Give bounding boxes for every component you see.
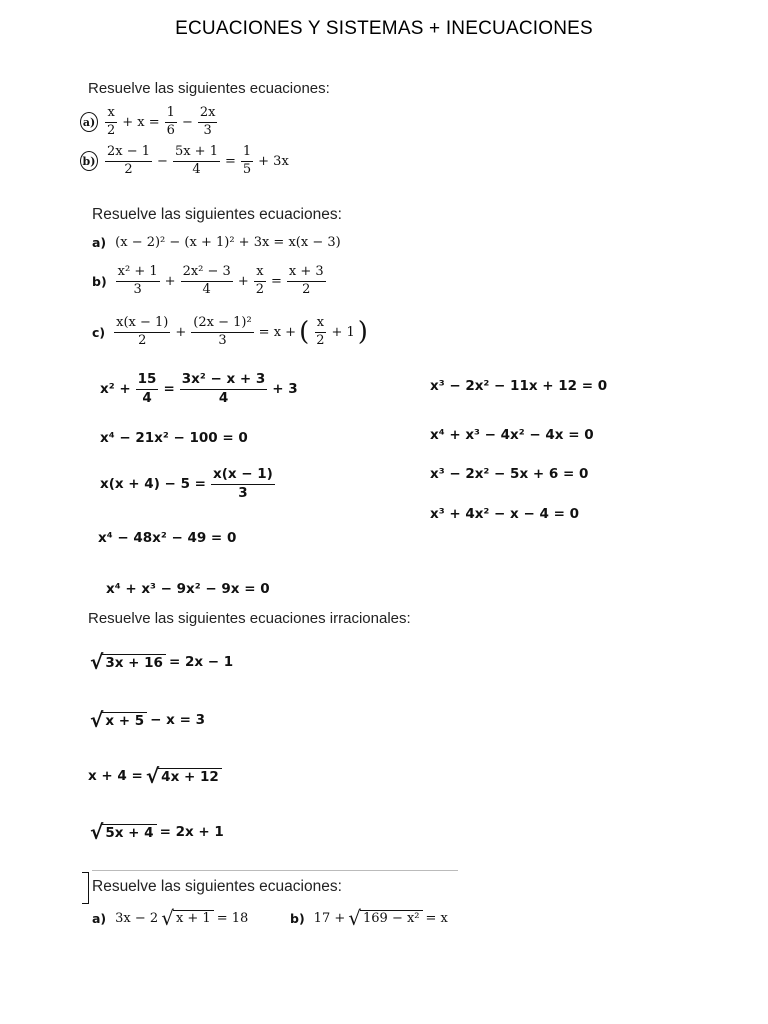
section5-heading: Resuelve las siguientes ecuaciones: bbox=[92, 878, 342, 895]
s2-equation-a: a) (x − 2)² − (x + 1)² + 3x = x(x − 3) bbox=[92, 235, 341, 250]
s2-equation-b: b) $\frac{\text{x² + 1}}{3}$ + $\frac{\text{2x² − 3}}{4}$ + $\frac{x}{2}$ = $\frac{x + 3}{2}$ bbox=[92, 264, 324, 297]
radical: √ x + 5 bbox=[90, 710, 147, 730]
s5-bracket bbox=[82, 872, 89, 904]
radical: √ x + 1 bbox=[161, 908, 214, 928]
s3-left-eq4: x⁴ − 48x² − 49 = 0 bbox=[98, 530, 237, 546]
section4-heading: Resuelve las siguientes ecuaciones irracionales: bbox=[88, 610, 411, 627]
s4-equation-4: √ 5x + 4 = 2x + 1 bbox=[90, 820, 224, 844]
s1-equation-a: a) $\frac{x}{2}$ + x = $\frac{1}{6}$ − $\frac{2x}{3}$ bbox=[80, 106, 219, 139]
s3-right-eq4: x³ + 4x² − x − 4 = 0 bbox=[430, 506, 579, 522]
s3-left-eq2: x⁴ − 21x² − 100 = 0 bbox=[100, 430, 248, 446]
radical: √ 3x + 16 bbox=[90, 652, 166, 672]
s1-label-a: a) bbox=[80, 112, 98, 132]
s5-divider bbox=[92, 870, 458, 871]
s3-left-eq1: x² + $\frac{15}{4}$ = $\frac{\text{3x² − x + 3}}{4}$ + 3 bbox=[100, 371, 298, 406]
s3-right-eq3: x³ − 2x² − 5x + 6 = 0 bbox=[430, 466, 589, 482]
s4-equation-2: √ x + 5 − x = 3 bbox=[90, 708, 205, 732]
s3-right-eq1: x³ − 2x² − 11x + 12 = 0 bbox=[430, 378, 608, 394]
s5-equation-b: b) 17 + √ 169 − x² = x bbox=[290, 906, 448, 930]
s3-left-eq5: x⁴ + x³ − 9x² − 9x = 0 bbox=[106, 581, 270, 597]
radical: √ 4x + 12 bbox=[146, 766, 222, 786]
radical: √ 5x + 4 bbox=[90, 822, 157, 842]
s2-equation-c: c) $\frac{x(x - 1)}{2}$ + $\frac{\text{(2x − 1)²}}{3}$ = x + ( $\frac{x}{2}$ + 1 ) bbox=[92, 315, 368, 348]
s3-left-eq3: x(x + 4) − 5 = $\frac{x(x - 1)}{3}$ bbox=[100, 466, 273, 501]
s4-equation-1: √ 3x + 16 = 2x − 1 bbox=[90, 650, 234, 674]
s1-equation-b: b) $\frac{2x - 1}{2}$ − $\frac{5x + 1}{4}$ = $\frac{1}{5}$ + 3x bbox=[80, 145, 289, 178]
s4-equation-3: x + 4 = √ 4x + 12 bbox=[88, 766, 222, 786]
s3-right-eq2: x⁴ + x³ − 4x² − 4x = 0 bbox=[430, 427, 594, 443]
page-title: ECUACIONES Y SISTEMAS + INECUACIONES bbox=[175, 18, 593, 39]
s1-label-b: b) bbox=[80, 151, 98, 171]
section1-heading: Resuelve las siguientes ecuaciones: bbox=[88, 80, 330, 97]
radical: √ 169 − x² bbox=[348, 908, 422, 928]
s5-equation-a: a) 3x − 2 √ x + 1 = 18 bbox=[92, 906, 249, 930]
section2-heading: Resuelve las siguientes ecuaciones: bbox=[92, 206, 342, 223]
